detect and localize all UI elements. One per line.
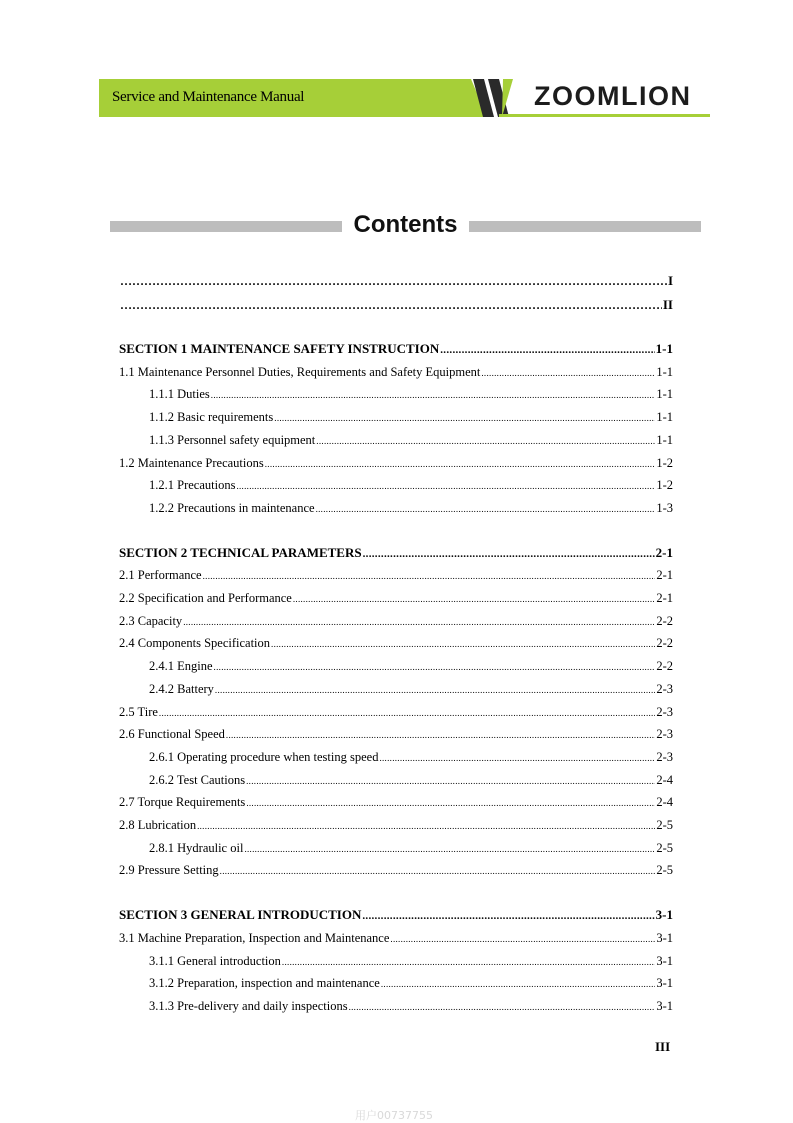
- toc-entry-label: 1.1 Maintenance Personnel Duties, Requirements and Safety Equipment: [119, 364, 481, 379]
- dot-leader: [390, 930, 655, 947]
- toc-entry-page: 2-2: [656, 613, 673, 628]
- dot-leader: [379, 749, 655, 766]
- toc-subentry[interactable]: [149, 409, 673, 426]
- toc-entry-page: 2-1: [656, 568, 673, 583]
- toc-subentry[interactable]: [149, 998, 673, 1015]
- dot-leader: [197, 817, 655, 834]
- toc-entry[interactable]: [119, 817, 673, 834]
- dot-leader: [349, 998, 656, 1015]
- dot-leader: [120, 273, 667, 289]
- toc-entry-page: 1-1: [656, 432, 673, 447]
- page-title: Contents: [353, 211, 458, 238]
- toc-entry[interactable]: [119, 794, 673, 811]
- toc-entry-label: 2.6 Functional Speed: [119, 727, 225, 742]
- toc-entry-page: 2-3: [656, 749, 673, 764]
- toc-entry-label: 2.6.1 Operating procedure when testing speed: [149, 749, 379, 764]
- manual-title: Service and Maintenance Manual: [112, 89, 305, 105]
- toc-entry-page: 2-1: [655, 544, 673, 560]
- toc-entry-label: SECTION 2 TECHNICAL PARAMETERS: [119, 544, 362, 560]
- dot-leader: [236, 477, 655, 494]
- page-number: III: [655, 1039, 671, 1054]
- toc-entry-page: 2-3: [656, 681, 673, 696]
- toc-entry-label: 3.1.2 Preparation, inspection and maintenance: [149, 976, 380, 991]
- toc-entry-label: 1.1.1 Duties: [149, 387, 210, 402]
- toc-entry-label: 1.1.3 Personnel safety equipment: [149, 432, 316, 447]
- toc-subentry[interactable]: [149, 749, 673, 766]
- toc-entry-label: 1.1.2 Basic requirements: [149, 410, 274, 425]
- dot-leader: [316, 432, 655, 449]
- toc-entry-label: 1.2.1 Precautions: [149, 478, 236, 493]
- toc-entry-label: 2.2 Specification and Performance: [119, 591, 292, 605]
- dot-leader: [211, 386, 656, 403]
- toc-entry[interactable]: [119, 590, 673, 607]
- dot-leader: [244, 840, 655, 857]
- toc-entry-page: 2-3: [656, 727, 673, 742]
- dot-leader: [316, 500, 656, 517]
- dot-leader: [246, 772, 655, 789]
- toc-entry[interactable]: [119, 704, 673, 721]
- dot-leader: [226, 726, 655, 743]
- dot-leader: [381, 975, 655, 992]
- dot-leader: [203, 567, 656, 584]
- toc-entry-page: 1-3: [656, 500, 673, 515]
- toc-subentry[interactable]: [149, 681, 673, 698]
- toc-subentry[interactable]: [149, 500, 673, 517]
- toc-entry-page: 2-5: [656, 818, 673, 832]
- toc-entry-label: SECTION 1 MAINTENANCE SAFETY INSTRUCTION: [119, 341, 440, 356]
- toc-entry-label: 2.4.2 Battery: [149, 681, 214, 696]
- toc-entry-label: 2.5 Tire: [119, 704, 158, 719]
- dot-leader: [265, 455, 656, 472]
- dot-leader: [120, 297, 662, 313]
- toc-entry-label: 2.4 Components Specification: [119, 636, 271, 651]
- toc-entry-label: 3.1.3 Pre-delivery and daily inspections: [149, 998, 348, 1013]
- dot-leader: [274, 409, 655, 426]
- toc-entry-label: 3.1.1 General introduction: [149, 953, 281, 968]
- dot-leader: [362, 907, 654, 924]
- toc-subentry[interactable]: [149, 477, 673, 494]
- toc-entry-page: 2-5: [656, 863, 673, 878]
- toc-entry-label: 1.2 Maintenance Precautions: [119, 455, 264, 470]
- toc-entry[interactable]: [119, 930, 673, 947]
- dot-leader: [293, 590, 655, 607]
- toc-subentry[interactable]: [149, 658, 673, 675]
- toc-entry-page: I: [667, 273, 673, 288]
- toc-entry-page: 3-1: [655, 907, 673, 923]
- toc-entry-label: 2.3 Capacity: [119, 613, 183, 628]
- toc-subentry[interactable]: [149, 975, 673, 992]
- toc-entry-page: 2-1: [656, 591, 673, 605]
- toc-subentry[interactable]: [149, 386, 673, 403]
- dot-leader: [481, 364, 655, 381]
- toc-entry-label: 2.6.2 Test Cautions: [149, 772, 246, 787]
- toc-entry-page: 2-4: [656, 772, 673, 787]
- dot-leader: [246, 794, 655, 811]
- brand-name: ZOOMLION: [534, 81, 692, 111]
- toc-subentry[interactable]: [149, 432, 673, 449]
- toc-section-heading[interactable]: [119, 907, 673, 924]
- toc-front-foreword[interactable]: [119, 273, 673, 289]
- toc-entry-label: 2.4.1 Engine: [149, 659, 213, 674]
- dot-leader: [363, 545, 655, 562]
- toc-section-heading[interactable]: [119, 545, 673, 562]
- toc-entry-page: 1-2: [656, 455, 673, 470]
- toc-entry-label: 2.8.1 Hydraulic oil: [149, 840, 244, 855]
- toc-subentry[interactable]: [149, 953, 673, 970]
- toc-entry[interactable]: [119, 613, 673, 630]
- toc-entry[interactable]: [119, 364, 673, 381]
- dot-leader: [271, 635, 655, 652]
- toc-entry-label: 2.1 Performance: [119, 568, 202, 583]
- toc-entry-label: SECTION 3 GENERAL INTRODUCTION: [119, 907, 362, 923]
- toc-entry-page: II: [662, 297, 673, 312]
- dot-leader: [220, 862, 656, 879]
- dot-leader: [440, 341, 654, 358]
- toc-entry-page: 3-1: [656, 930, 673, 945]
- toc-subentry[interactable]: [149, 840, 673, 857]
- toc-entry-page: 2-2: [656, 659, 673, 674]
- toc-entry-page: 2-5: [656, 840, 673, 855]
- toc-entry-page: 3-1: [656, 953, 673, 968]
- toc-entry-page: 2-2: [656, 636, 673, 651]
- toc-entry[interactable]: [119, 567, 673, 584]
- toc-entry-label: 3.1 Machine Preparation, Inspection and Maintenance: [119, 930, 390, 945]
- toc-subentry[interactable]: [149, 772, 673, 789]
- toc-entry[interactable]: [119, 726, 673, 743]
- toc-entry-page: 2-4: [656, 795, 673, 810]
- toc-entry-page: 1-1: [655, 341, 673, 356]
- toc-entry-page: 3-1: [656, 998, 673, 1013]
- watermark: 用户00737755: [355, 1109, 433, 1122]
- toc-entry[interactable]: [119, 455, 673, 472]
- toc-entry-label: 1.2.2 Precautions in maintenance: [149, 500, 315, 515]
- toc-entry-page: 2-3: [656, 704, 673, 719]
- toc-section-heading[interactable]: [119, 341, 673, 358]
- toc-entry[interactable]: [119, 635, 673, 652]
- dot-leader: [214, 658, 656, 675]
- toc-entry-page: 1-2: [656, 478, 673, 493]
- toc-entry-page: 1-1: [656, 387, 673, 402]
- dot-leader: [282, 953, 655, 970]
- dot-leader: [215, 681, 655, 698]
- toc-entry-page: 3-1: [656, 976, 673, 991]
- dot-leader: [159, 704, 655, 721]
- toc-entry-label: 2.7 Torque Requirements: [119, 795, 246, 810]
- toc-front-content[interactable]: [119, 297, 673, 313]
- toc-entry-page: 1-1: [656, 410, 673, 425]
- dot-leader: [183, 613, 655, 630]
- toc-entry-page: 1-1: [656, 364, 673, 379]
- toc-entry-label: 2.8 Lubrication: [119, 818, 197, 832]
- toc-entry-label: 2.9 Pressure Setting: [119, 863, 219, 878]
- toc-entry[interactable]: [119, 862, 673, 879]
